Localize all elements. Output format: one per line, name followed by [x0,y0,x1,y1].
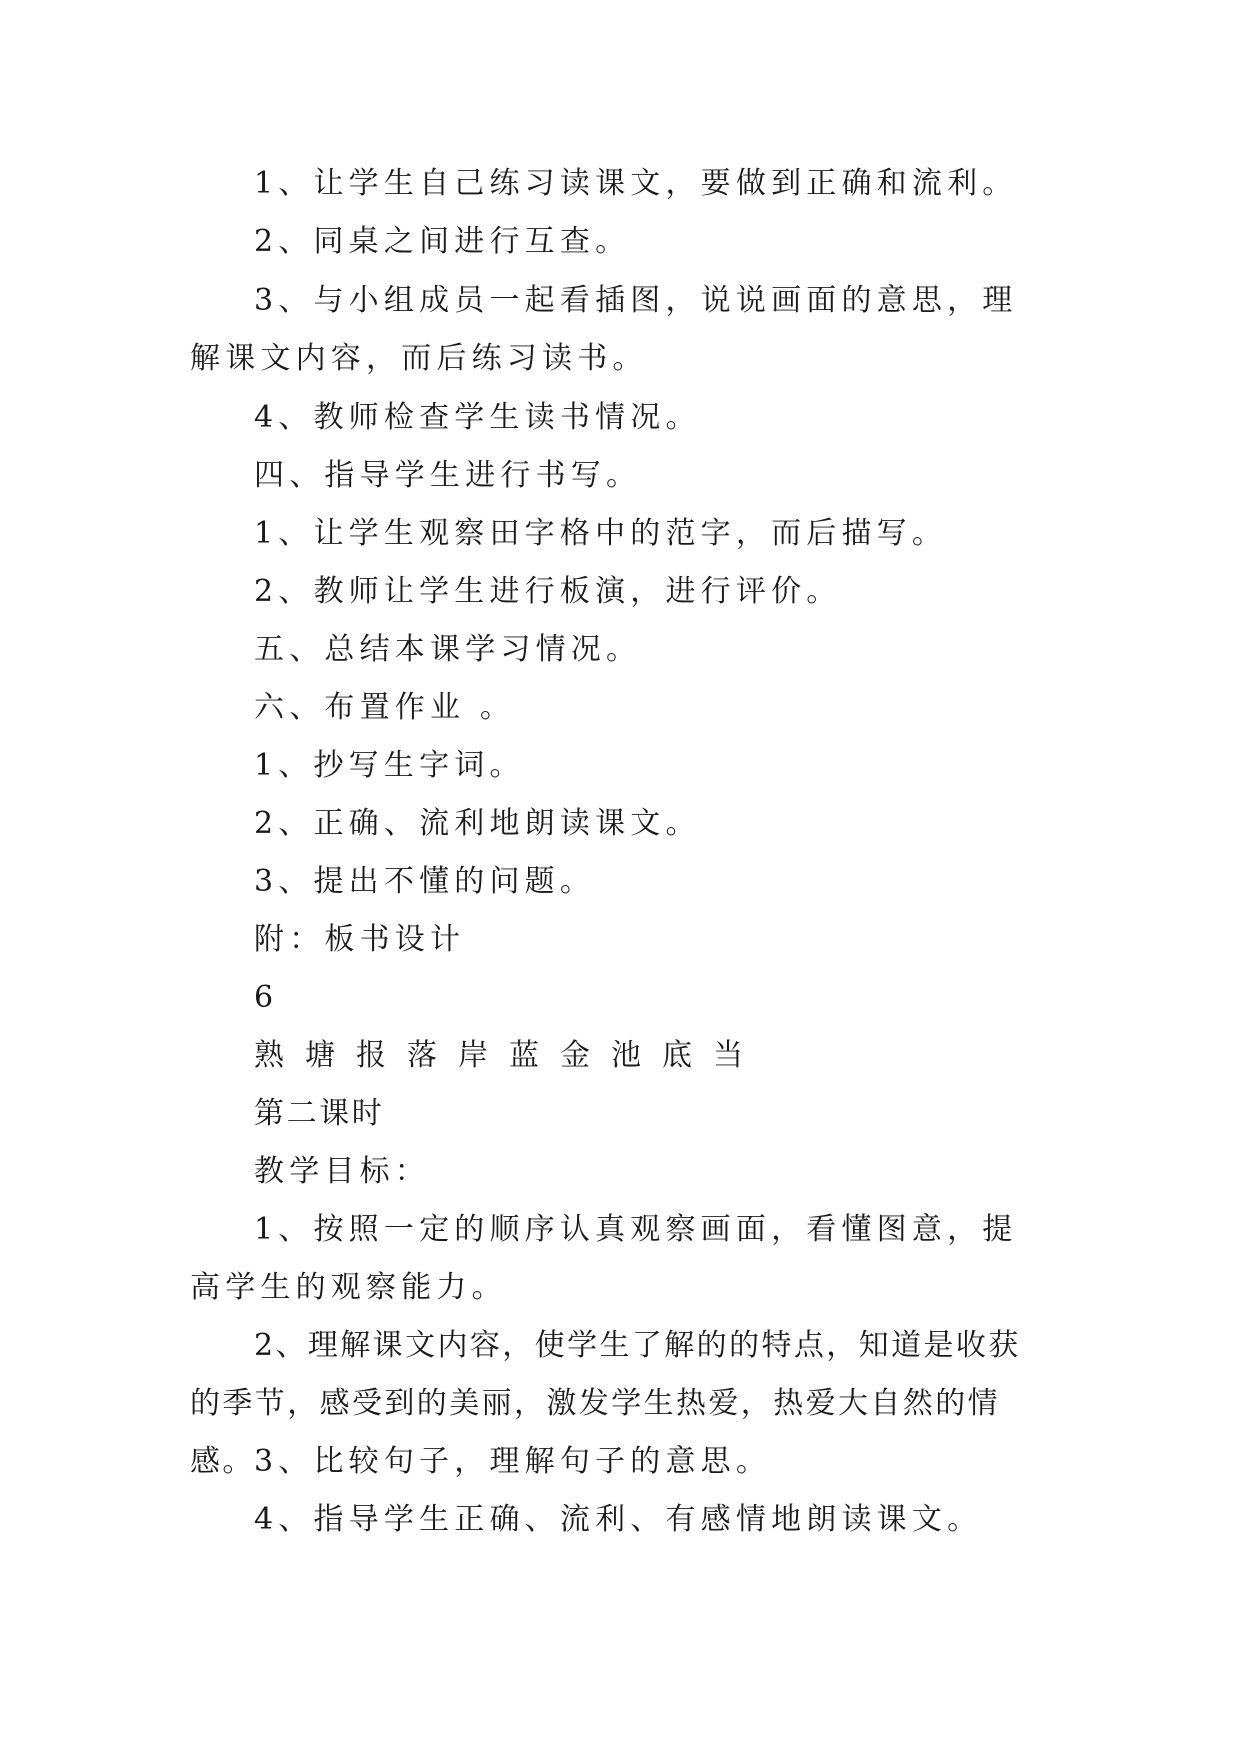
section-heading: 六、布置作业 。 [254,690,516,725]
text-line: 3、提出不懂的问题。 [254,864,596,899]
text-paragraph: 2、理解课文内容，使学生了解的的特点，知道是收获的季节，感受到的美丽，激发学生热爱，热爱大自然的情感。 [190,1328,1021,1479]
board-characters [254,1027,764,1085]
board-char: 落 [407,1038,437,1073]
board-char: 底 [662,1038,692,1073]
board-char: 熟 [254,1038,284,1073]
text-line: 4、指导学生正确、流利、有感情地朗读课文。 [254,1502,983,1537]
lesson-heading: 第二课时 [254,1096,385,1131]
text-line: 2、正确、流利地朗读课文。 [254,806,701,841]
board-char: 池 [611,1038,641,1073]
board-char: 塘 [305,1038,335,1073]
text-line: 4、教师检查学生读书情况。 [254,400,701,435]
text-line: 3、比较句子，理解句子的意思。 [254,1444,772,1479]
text-paragraph: 3、与小组成员一起看插图，说说画面的意思，理解课文内容，而后练习读书。 [190,283,1018,376]
text-paragraph: 1、按照一定的顺序认真观察画面，看懂图意，提高学生的观察能力。 [190,1212,1018,1305]
text-line: 2、同桌之间进行互查。 [254,224,631,259]
lesson-number: 6 [254,980,279,1015]
text-line: 2、教师让学生进行板演，进行评价。 [254,574,842,609]
text-line: 1、让学生观察田字格中的范字，而后描写。 [254,516,948,551]
board-char: 蓝 [509,1038,539,1073]
section-heading: 五、总结本课学习情况。 [254,632,642,667]
section-heading: 四、指导学生进行书写。 [254,458,642,493]
objectives-heading: 教学目标： [254,1154,430,1189]
text-line: 1、让学生自己练习读课文，要做到正确和流利。 [254,166,1018,201]
board-char: 报 [356,1038,386,1073]
board-char: 金 [560,1038,590,1073]
text-line: 1、抄写生字词。 [254,748,525,783]
board-char: 岸 [458,1038,488,1073]
board-design-label: 附：板书设计 [254,922,466,957]
board-char: 当 [713,1038,743,1073]
